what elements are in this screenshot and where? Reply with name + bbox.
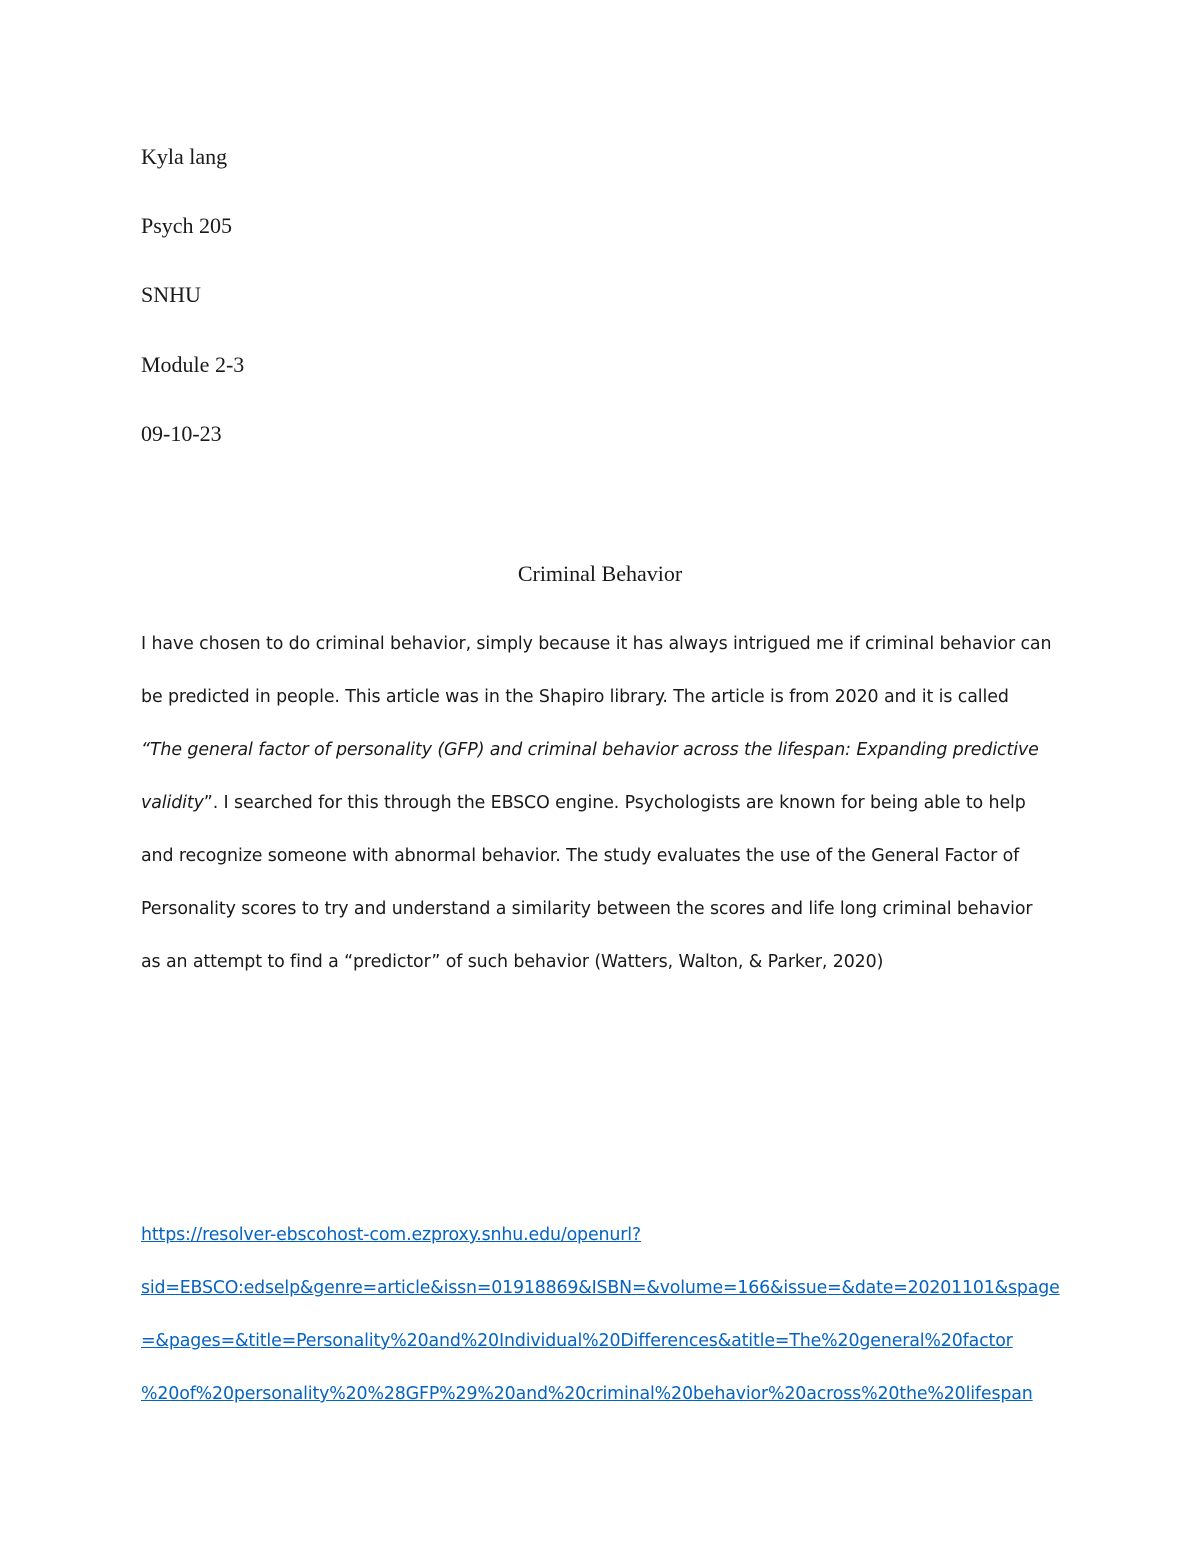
reference-link[interactable]: %20of%20personality%20%28GFP%29%20and%20criminal%20behavior%20across%20the%20lifespan — [141, 1384, 1033, 1404]
paragraph-line: Personality scores to try and understand a similarity between the scores and life long criminal behavior — [141, 899, 1033, 919]
paragraph-text: ”. I searched for this through the EBSCO engine. Psychologists are known for being able to help — [203, 793, 1026, 813]
document-title: Criminal Behavior — [517, 561, 683, 586]
paragraph-line: and recognize someone with abnormal behavior. The study evaluates the use of the General Factor of — [141, 846, 1020, 866]
reference-link[interactable]: https://resolver-ebscohost-com.ezproxy.snhu.edu/openurl? — [141, 1225, 642, 1245]
paragraph-line: be predicted in people. This article was in the Shapiro library. The article is from 2020 and it is called — [141, 687, 1009, 707]
paragraph-line — [141, 790, 1026, 816]
author-name: Kyla lang — [141, 144, 228, 169]
paragraph-line: I have chosen to do criminal behavior, simply because it has always intrigued me if criminal behavior can — [141, 634, 1052, 654]
article-title-italic-end: validity — [141, 793, 204, 813]
school-name: SNHU — [141, 282, 201, 307]
paragraph-line — [141, 737, 1039, 763]
module-label: Module 2-3 — [141, 352, 245, 377]
course-name: Psych 205 — [141, 213, 233, 238]
paragraph-line: as an attempt to find a “predictor” of such behavior (Watters, Walton, & Parker, 2020) — [141, 952, 884, 972]
document-date: 09-10-23 — [141, 421, 222, 446]
reference-link[interactable]: sid=EBSCO:edselp&genre=article&issn=01918869&ISBN=&volume=166&issue=&date=20201101&spage — [141, 1278, 1060, 1298]
article-title-italic: “The general factor of personality (GFP) and criminal behavior across the lifespan: Expanding predictive — [141, 740, 1039, 760]
reference-link[interactable]: =&pages=&title=Personality%20and%20Individual%20Differences&atitle=The%20general%20factor — [141, 1331, 1013, 1351]
